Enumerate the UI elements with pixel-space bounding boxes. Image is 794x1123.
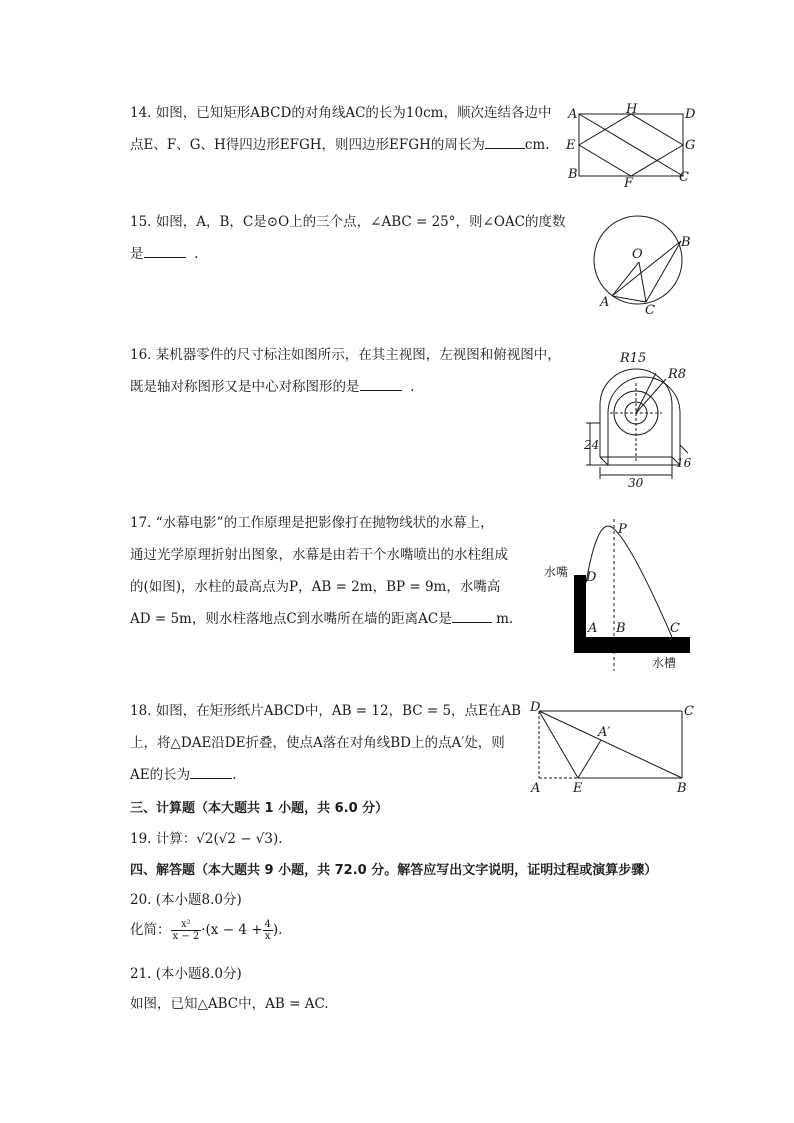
q17-line2: 通过光学原理折射出图象，水幕是由若干个水嘴喷出的水柱组成 [130,547,508,563]
answer-blank[interactable] [485,134,525,149]
q15-circle-figure [590,210,700,320]
q18-rectangle-figure [525,698,700,796]
label-C: C [670,621,680,636]
label-E: E [566,138,576,153]
q14-line2: 点E、F、G、H得四边形EFGH，则四边形EFGH的周长为 cm. [130,129,551,161]
label-A: A [531,781,541,796]
label-G: G [685,138,696,153]
label-C: C [679,170,689,185]
q20-header: 20. (本小题8.0分) [130,892,242,908]
label-O: O [632,247,643,262]
label-D: D [530,700,541,715]
label-A-prime: A′ [598,725,611,740]
q14-line1: 14. 如图，已知矩形ABCD的对角线AC的长为10cm，顺次连结各边中 [130,105,552,121]
answer-blank[interactable] [144,243,186,258]
q17-fountain-figure [540,515,695,675]
q16-part-figure [580,345,700,490]
q18-line2: 上，将△DAE沿DE折叠，使点A落在对角线BD上的点A′处，则 [130,735,505,751]
q21-text: 如图，已知△ABC中，AB = AC. [130,996,329,1012]
q17-line4: AD = 5m，则水柱落地点C到水嘴所在墙的距离AC是 m. [130,603,513,635]
q17-line1: 17. “水幕电影”的工作原理是把影像打在抛物线状的水幕上， [130,515,494,531]
label-tank: 水槽 [652,656,677,670]
answer-blank[interactable] [190,764,232,779]
label-R15: R15 [620,351,647,366]
label-H: H [626,102,638,117]
ground [574,637,690,653]
q17-line3: 的(如图)，水柱的最高点为P，AB = 2m，BP = 9m，水嘴高 [130,579,501,595]
q16-line1: 16. 某机器零件的尺寸标注如图所示，在其主视图，左视图和俯视图中， [130,347,561,363]
answer-blank[interactable] [452,608,492,623]
label-30: 30 [628,476,644,490]
q18-line3: AE的长为 . [130,759,521,791]
label-C: C [645,303,655,318]
question-14 [130,97,551,161]
section-4-heading: 四、解答题（本大题共 9 小题，共 72.0 分。解答应写出文字说明，证明过程或演算步骤） [130,863,658,878]
question-16 [130,339,561,403]
label-R8: R8 [668,367,687,382]
label-nozzle: 水嘴 [544,565,569,579]
question-19: 19. 计算：√2(√2 − √3). [130,831,283,847]
answer-blank[interactable] [360,376,402,391]
q15-line1: 15. 如图，A，B，C是⊙O上的三个点，∠ABC = 25°，则∠OAC的度数 [130,214,566,230]
question-17 [130,507,513,635]
label-B: B [681,235,691,250]
label-P: P [618,522,627,537]
label-B: B [568,167,578,182]
question-18 [130,695,521,791]
label-E: E [573,781,583,796]
q14-rectangle-figure [562,100,697,190]
label-F: F [624,176,634,190]
q15-line2: 是 . [130,238,565,270]
q21-header: 21. (本小题8.0分) [130,966,242,982]
label-A: A [588,621,598,636]
label-24: 24 [584,438,600,452]
q20-expression: 化简： $\frac{\text{x²}}{x - 2}$ ·(x − 4 + $\frac{4}{x}$ ). [130,919,283,942]
section-3-heading: 三、计算题（本大题共 1 小题，共 6.0 分） [130,801,389,816]
label-D: D [586,570,597,585]
label-16: 16 [676,456,692,470]
q16-line2: 既是轴对称图形又是中心对称图形的是 . [130,371,561,403]
label-A: A [568,107,578,122]
label-B: B [677,781,687,796]
label-A: A [600,295,610,310]
fraction-4-over-x: $\frac{4}{x}$ [264,919,271,942]
label-C: C [684,704,694,719]
q18-line1: 18. 如图，在矩形纸片ABCD中，AB = 12，BC = 5，点E在AB [130,703,522,719]
label-B: B [616,621,626,636]
question-15 [130,206,565,270]
label-D: D [685,107,696,122]
fraction-x2-over-x-minus-2: $\frac{\text{x²}}{x - 2}$ [172,919,200,942]
